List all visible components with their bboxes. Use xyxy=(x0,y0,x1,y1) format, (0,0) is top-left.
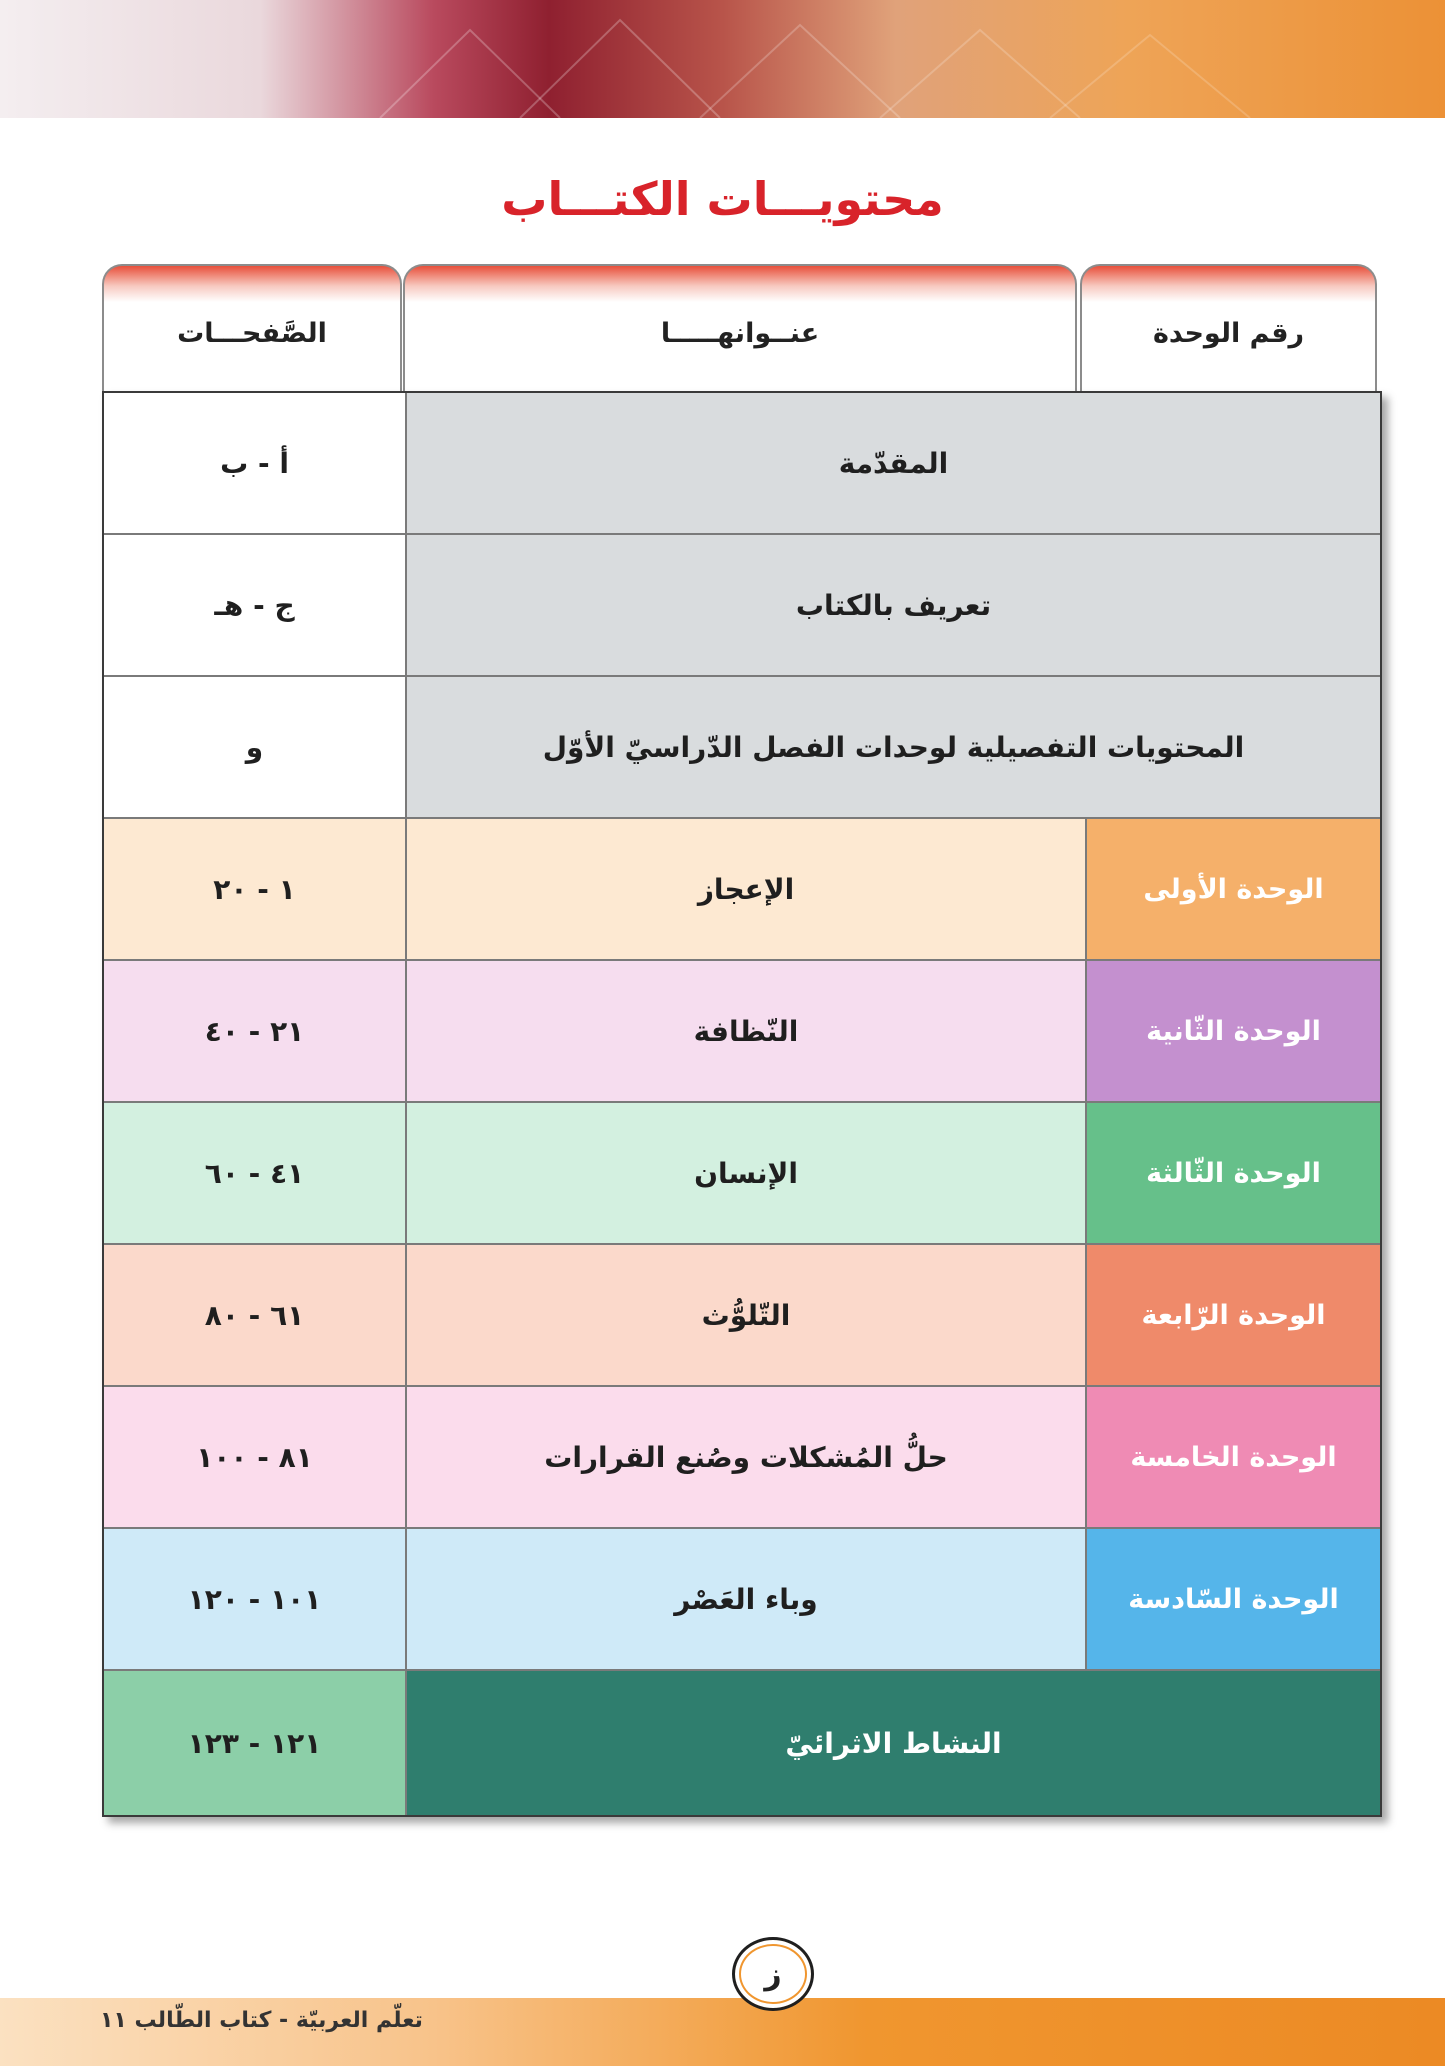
table-row-enrichment xyxy=(104,1671,1380,1815)
header-pages: الصَّفحـــات xyxy=(102,264,402,391)
table-row-unit-2 xyxy=(104,961,1380,1103)
row-title: حلُّ المُشكلات وصُنع القرارات xyxy=(407,1387,1087,1527)
row-pages: ٤١ - ٦٠ xyxy=(104,1103,407,1243)
row-pages: ٦١ - ٨٠ xyxy=(104,1245,407,1385)
row-unit-label: الوحدة السّادسة xyxy=(1087,1529,1380,1669)
footer-book-title: تعلّم العربيّة - كتاب الطّالب ١١ xyxy=(100,2008,423,2033)
header-unit-number: رقم الوحدة xyxy=(1080,264,1377,391)
page-number: ز xyxy=(732,1937,814,2011)
row-unit-label: الوحدة الرّابعة xyxy=(1087,1245,1380,1385)
row-pages: ٨١ - ١٠٠ xyxy=(104,1387,407,1527)
row-pages: ١٢١ - ١٢٣ xyxy=(104,1671,407,1815)
row-title: تعريف بالكتاب xyxy=(407,535,1380,675)
table-row-intro xyxy=(104,393,1380,535)
row-title: الإنسان xyxy=(407,1103,1087,1243)
row-pages: ١٠١ - ١٢٠ xyxy=(104,1529,407,1669)
contents-table xyxy=(102,391,1382,1817)
row-pages: و xyxy=(104,677,407,817)
top-banner xyxy=(0,0,1445,118)
row-pages: ج - هـ xyxy=(104,535,407,675)
table-row-unit-1 xyxy=(104,819,1380,961)
row-pages: أ - ب xyxy=(104,393,407,533)
row-pages: ١ - ٢٠ xyxy=(104,819,407,959)
table-row-unit-3 xyxy=(104,1103,1380,1245)
row-title: الإعجاز xyxy=(407,819,1087,959)
table-row-unit-4 xyxy=(104,1245,1380,1387)
row-title: النشاط الاثرائيّ xyxy=(407,1671,1380,1815)
row-unit-label: الوحدة الثّانية xyxy=(1087,961,1380,1101)
row-pages: ٢١ - ٤٠ xyxy=(104,961,407,1101)
row-title: التّلوُّث xyxy=(407,1245,1087,1385)
row-unit-label: الوحدة الخامسة xyxy=(1087,1387,1380,1527)
row-title: وباء العَصْر xyxy=(407,1529,1087,1669)
page-title: محتويـــات الكتـــاب xyxy=(501,172,944,226)
header-title: عنــوانهـــــا xyxy=(403,264,1077,391)
table-row-detailed-contents xyxy=(104,677,1380,819)
table-row-unit-5 xyxy=(104,1387,1380,1529)
row-unit-label: الوحدة الأولى xyxy=(1087,819,1380,959)
row-title: النّظافة xyxy=(407,961,1087,1101)
table-row-about-book xyxy=(104,535,1380,677)
row-title: المحتويات التفصيلية لوحدات الفصل الدّراسيّ الأوّل xyxy=(407,677,1380,817)
table-row-unit-6 xyxy=(104,1529,1380,1671)
row-unit-label: الوحدة الثّالثة xyxy=(1087,1103,1380,1243)
row-title: المقدّمة xyxy=(407,393,1380,533)
banner-pattern xyxy=(0,0,1445,118)
